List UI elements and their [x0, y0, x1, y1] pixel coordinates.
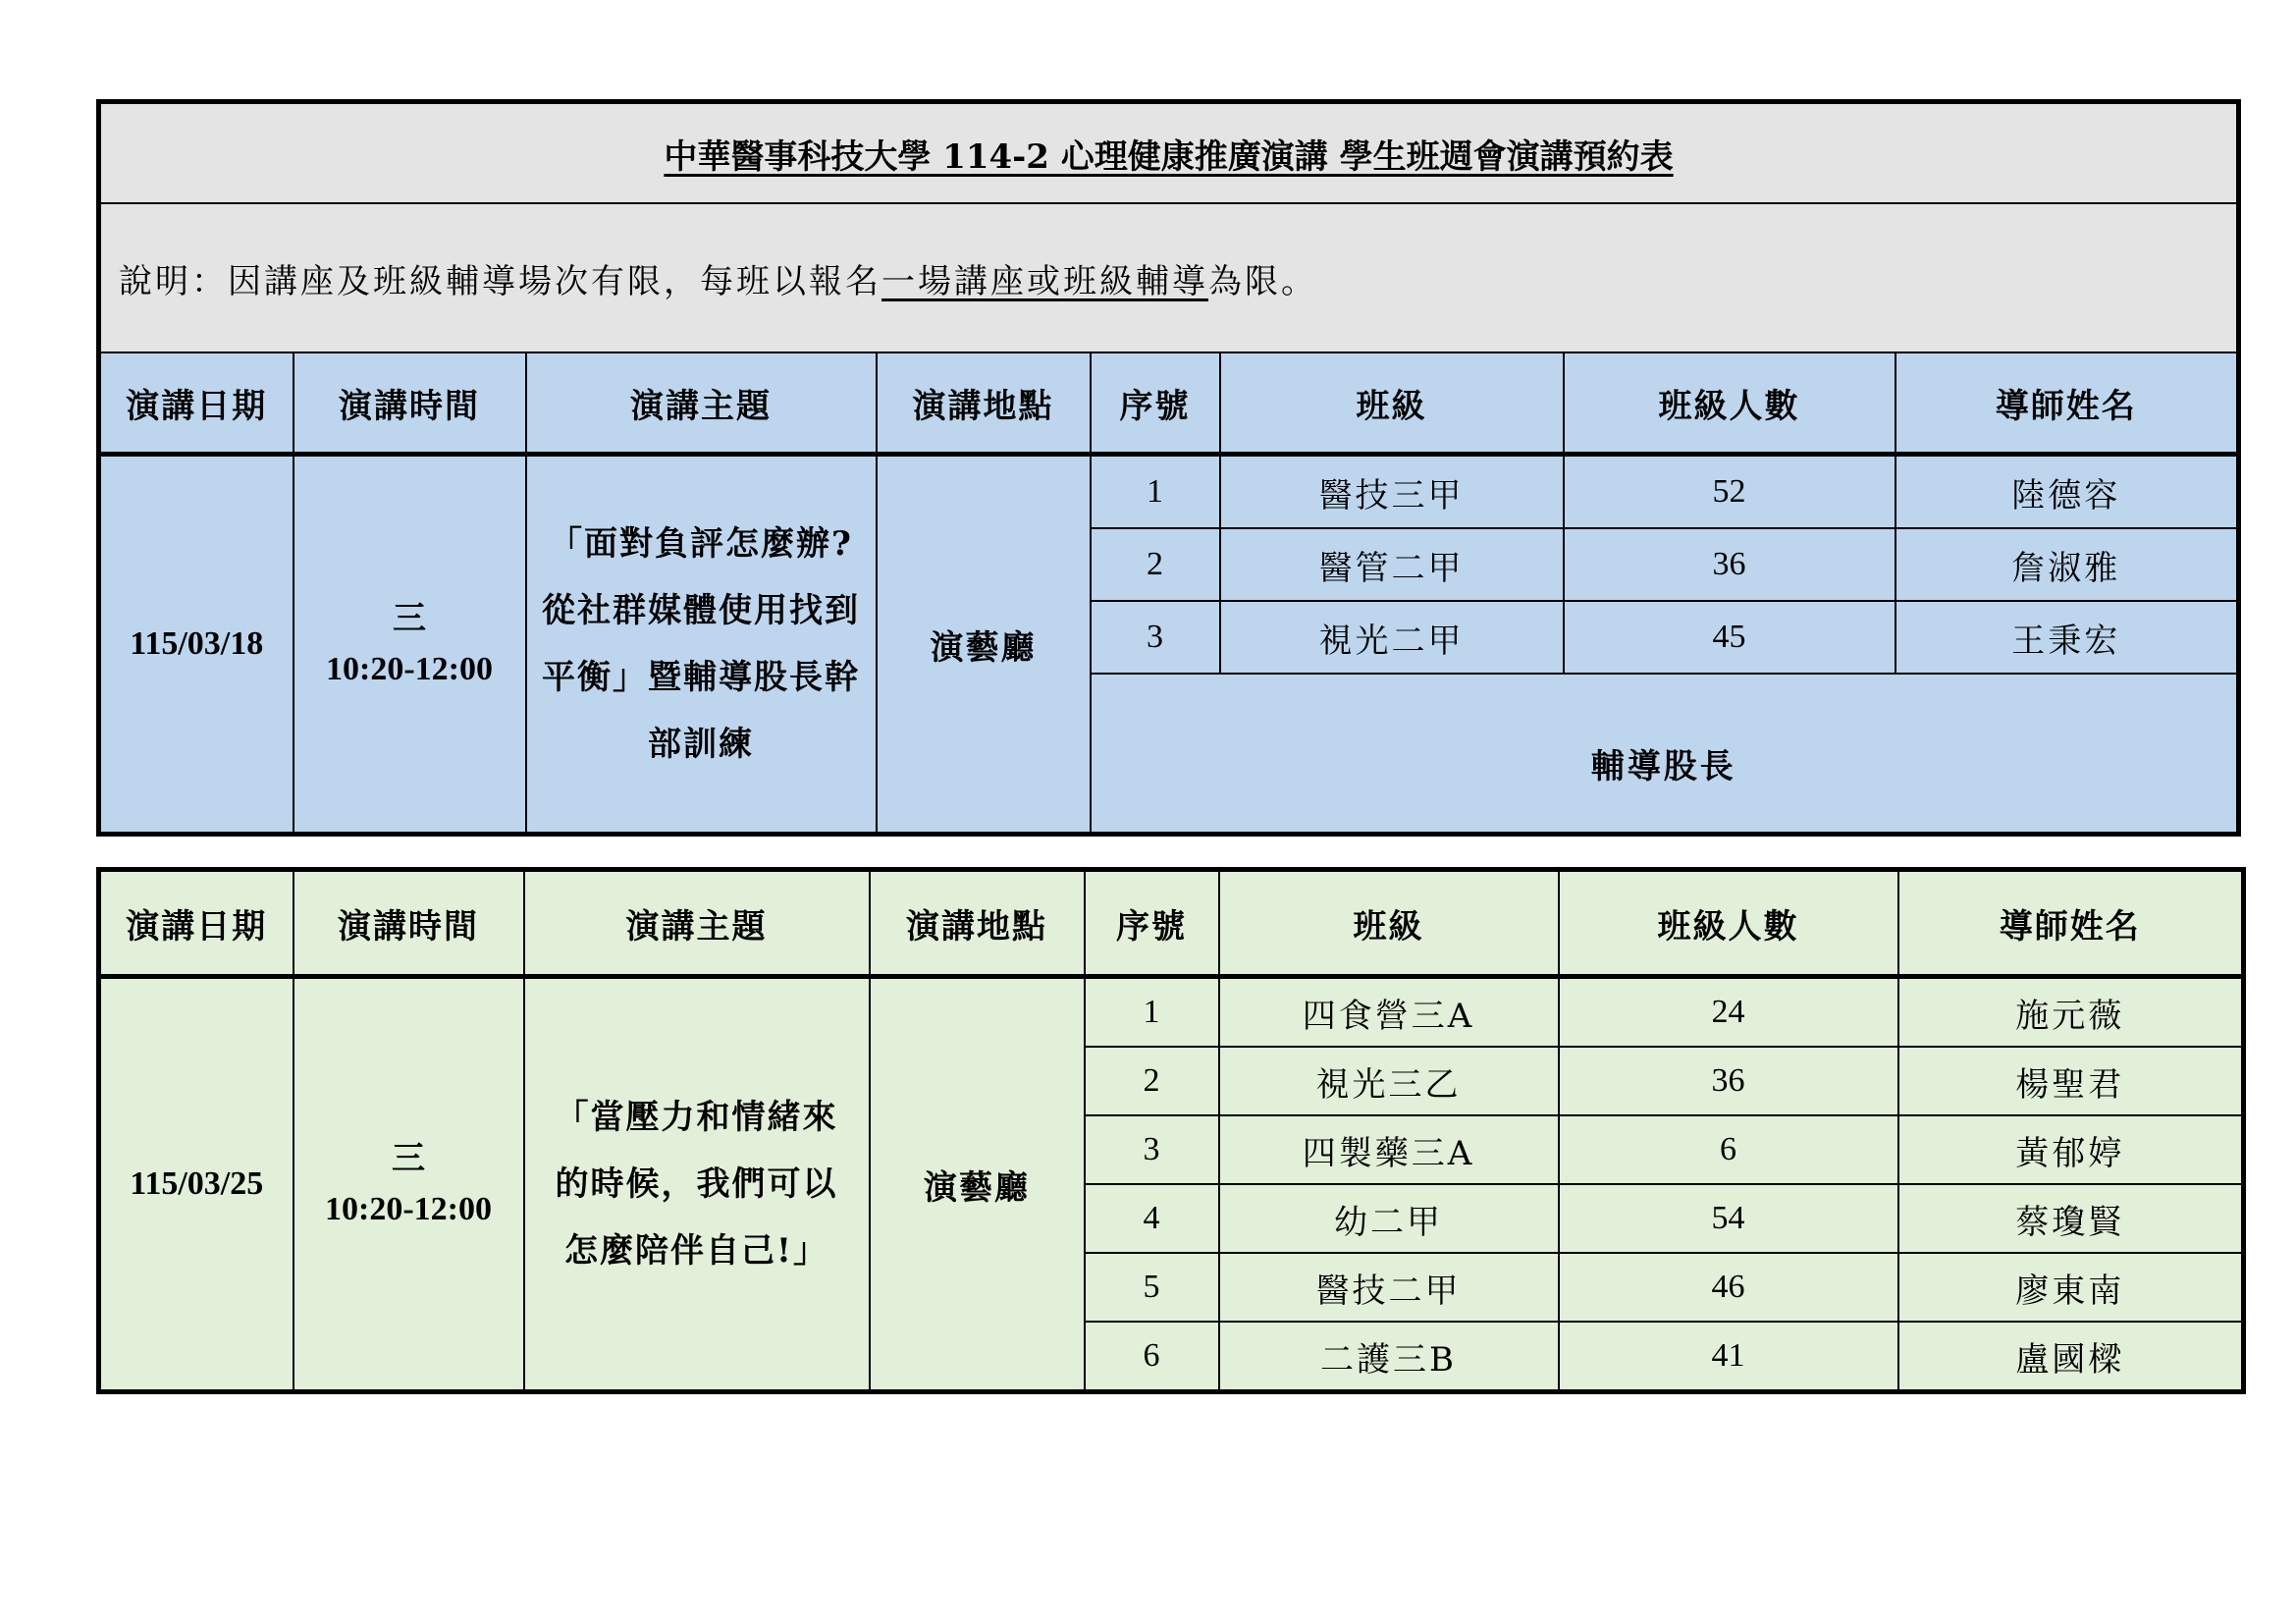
session-time-range: 10:20-12:00	[326, 651, 493, 687]
row-seq: 1	[1085, 977, 1219, 1048]
row-seq: 2	[1085, 1047, 1219, 1115]
row-teacher: 施元薇	[1898, 977, 2244, 1048]
row-teacher: 陸德容	[1896, 455, 2239, 529]
row-count: 54	[1559, 1184, 1898, 1253]
session-weekday: 三	[393, 599, 426, 638]
note-prefix: 說明：因講座及班級輔導場次有限，每班以報名	[119, 261, 881, 301]
row-seq: 3	[1091, 601, 1220, 674]
row-seq: 2	[1091, 528, 1220, 601]
row-count: 46	[1559, 1253, 1898, 1322]
row-class: 四製藥三A	[1219, 1115, 1559, 1184]
row-count: 6	[1559, 1115, 1898, 1184]
row-class: 幼二甲	[1219, 1184, 1559, 1253]
session-place: 演藝廳	[870, 977, 1085, 1392]
session-time	[294, 455, 526, 835]
session-topic: 「當壓力和情緒來的時候，我們可以怎麼陪伴自己!」	[524, 977, 870, 1392]
session-time	[294, 977, 524, 1392]
header-teacher: 導師姓名	[1896, 352, 2239, 455]
header-count: 班級人數	[1559, 870, 1898, 977]
header-seq: 序號	[1091, 352, 1220, 455]
document-title	[99, 102, 2239, 204]
header-place: 演講地點	[870, 870, 1085, 977]
row-count: 24	[1559, 977, 1898, 1048]
header-class: 班級	[1220, 352, 1564, 455]
header-date: 演講日期	[99, 352, 294, 455]
row-class: 醫技二甲	[1219, 1253, 1559, 1322]
header-count: 班級人數	[1564, 352, 1896, 455]
row-class: 視光二甲	[1220, 601, 1564, 674]
session-date: 115/03/18	[99, 455, 294, 835]
note-suffix: 為限。	[1208, 261, 1317, 301]
row-teacher: 王秉宏	[1896, 601, 2239, 674]
note	[99, 203, 2239, 352]
header-place: 演講地點	[877, 352, 1091, 455]
row-count: 52	[1564, 455, 1896, 529]
session-topic: 「面對負評怎麼辦?從社群媒體使用找到平衡」暨輔導股長幹部訓練	[526, 455, 877, 835]
header-teacher: 導師姓名	[1898, 870, 2244, 977]
note-emphasis: 一場講座或班級輔導	[881, 261, 1208, 301]
session-time-range: 10:20-12:00	[325, 1191, 492, 1227]
session-place: 演藝廳	[877, 455, 1091, 835]
table-row	[99, 455, 2239, 529]
row-seq: 4	[1085, 1184, 1219, 1253]
booking-table-session-1	[96, 99, 2241, 837]
row-class: 醫技三甲	[1220, 455, 1564, 529]
table-row	[99, 977, 2244, 1048]
row-class: 二護三B	[1219, 1322, 1559, 1392]
booking-table-session-2	[96, 867, 2246, 1394]
header-time: 演講時間	[294, 870, 524, 977]
table-header-row	[99, 352, 2239, 455]
row-count: 45	[1564, 601, 1896, 674]
row-teacher: 楊聖君	[1898, 1047, 2244, 1115]
header-topic: 演講主題	[524, 870, 870, 977]
row-seq: 3	[1085, 1115, 1219, 1184]
row-teacher: 盧國樑	[1898, 1322, 2244, 1392]
header-topic: 演講主題	[526, 352, 877, 455]
table-header-row	[99, 870, 2244, 977]
row-count: 36	[1564, 528, 1896, 601]
header-class: 班級	[1219, 870, 1559, 977]
row-class: 四食營三A	[1219, 977, 1559, 1048]
row-teacher: 蔡瓊賢	[1898, 1184, 2244, 1253]
row-class: 視光三乙	[1219, 1047, 1559, 1115]
row-class: 醫管二甲	[1220, 528, 1564, 601]
header-time: 演講時間	[294, 352, 526, 455]
session-weekday: 三	[392, 1139, 425, 1178]
row-count: 41	[1559, 1322, 1898, 1392]
session-extra-note: 輔導股長	[1091, 674, 2239, 835]
row-seq: 5	[1085, 1253, 1219, 1322]
row-teacher: 黃郁婷	[1898, 1115, 2244, 1184]
row-teacher: 廖東南	[1898, 1253, 2244, 1322]
row-teacher: 詹淑雅	[1896, 528, 2239, 601]
session-date: 115/03/25	[99, 977, 294, 1392]
header-seq: 序號	[1085, 870, 1219, 977]
header-date: 演講日期	[99, 870, 294, 977]
row-seq: 6	[1085, 1322, 1219, 1392]
document-title-text: 中華醫事科技大學 114-2 心理健康推廣演講 學生班週會演講預約表	[664, 136, 1674, 177]
row-seq: 1	[1091, 455, 1220, 529]
row-count: 36	[1559, 1047, 1898, 1115]
